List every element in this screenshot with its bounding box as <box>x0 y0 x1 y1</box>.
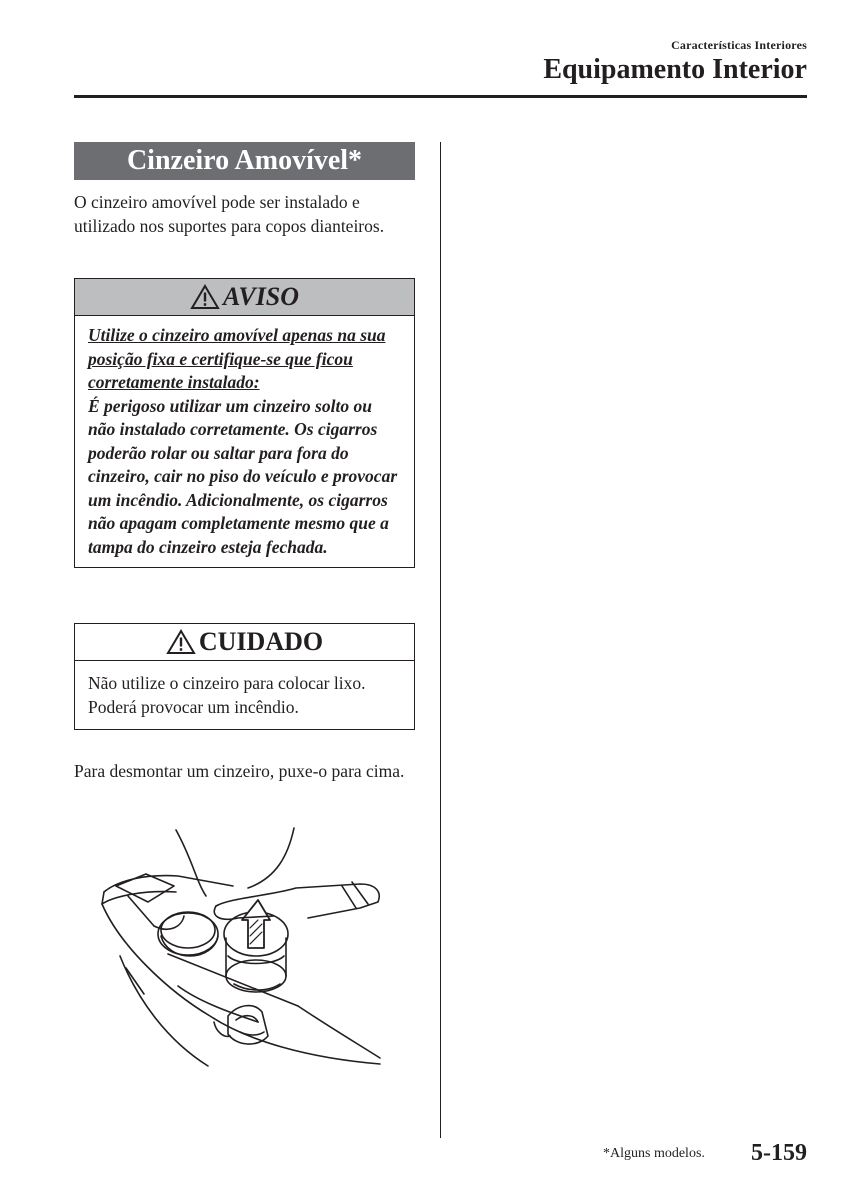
section-title: Cinzeiro Amovível* <box>74 142 415 180</box>
aviso-body <box>75 316 414 567</box>
aviso-lead: Utilize o cinzeiro amovível apenas na sua posição fixa e certifique-se que ficou corretamente instalado: <box>88 325 386 392</box>
page-number: 5-159 <box>751 1140 807 1166</box>
cuidado-text: Não utilize o cinzeiro para colocar lixo. Poderá provocar um incêndio. <box>88 673 366 717</box>
aviso-header <box>75 279 414 316</box>
aviso-text: É perigoso utilizar um cinzeiro solto ou não instalado corretamente. Os cigarros poderão rolar ou saltar para fora do cinzeiro, cair no piso do veículo e provocar um incêndio. Adicionalmente, os cigarros não apagam completamente mesmo que a tampa do cinzeiro esteja fechada. <box>88 395 398 557</box>
cuidado-header <box>75 624 414 661</box>
arrow-up-icon <box>242 900 270 948</box>
header-rule <box>74 95 807 98</box>
warning-triangle-icon <box>190 284 220 310</box>
cuidado-label: CUIDADO <box>198 627 324 656</box>
cuidado-box <box>74 623 415 730</box>
intro-paragraph: O cinzeiro amovível pode ser instalado e utilizado nos suportes para copos dianteiros. <box>74 192 385 236</box>
warning-triangle-icon <box>166 629 196 655</box>
column-divider <box>440 142 441 1138</box>
header-section-label: Características Interiores <box>671 38 807 52</box>
removal-paragraph: Para desmontar um cinzeiro, puxe-o para cima. <box>74 761 405 781</box>
aviso-box <box>74 278 415 568</box>
aviso-label: AVISO <box>222 282 300 311</box>
footnote: *Alguns modelos. <box>603 1146 705 1161</box>
header-title: Equipamento Interior <box>543 54 807 85</box>
ashtray-illustration <box>98 826 388 1076</box>
